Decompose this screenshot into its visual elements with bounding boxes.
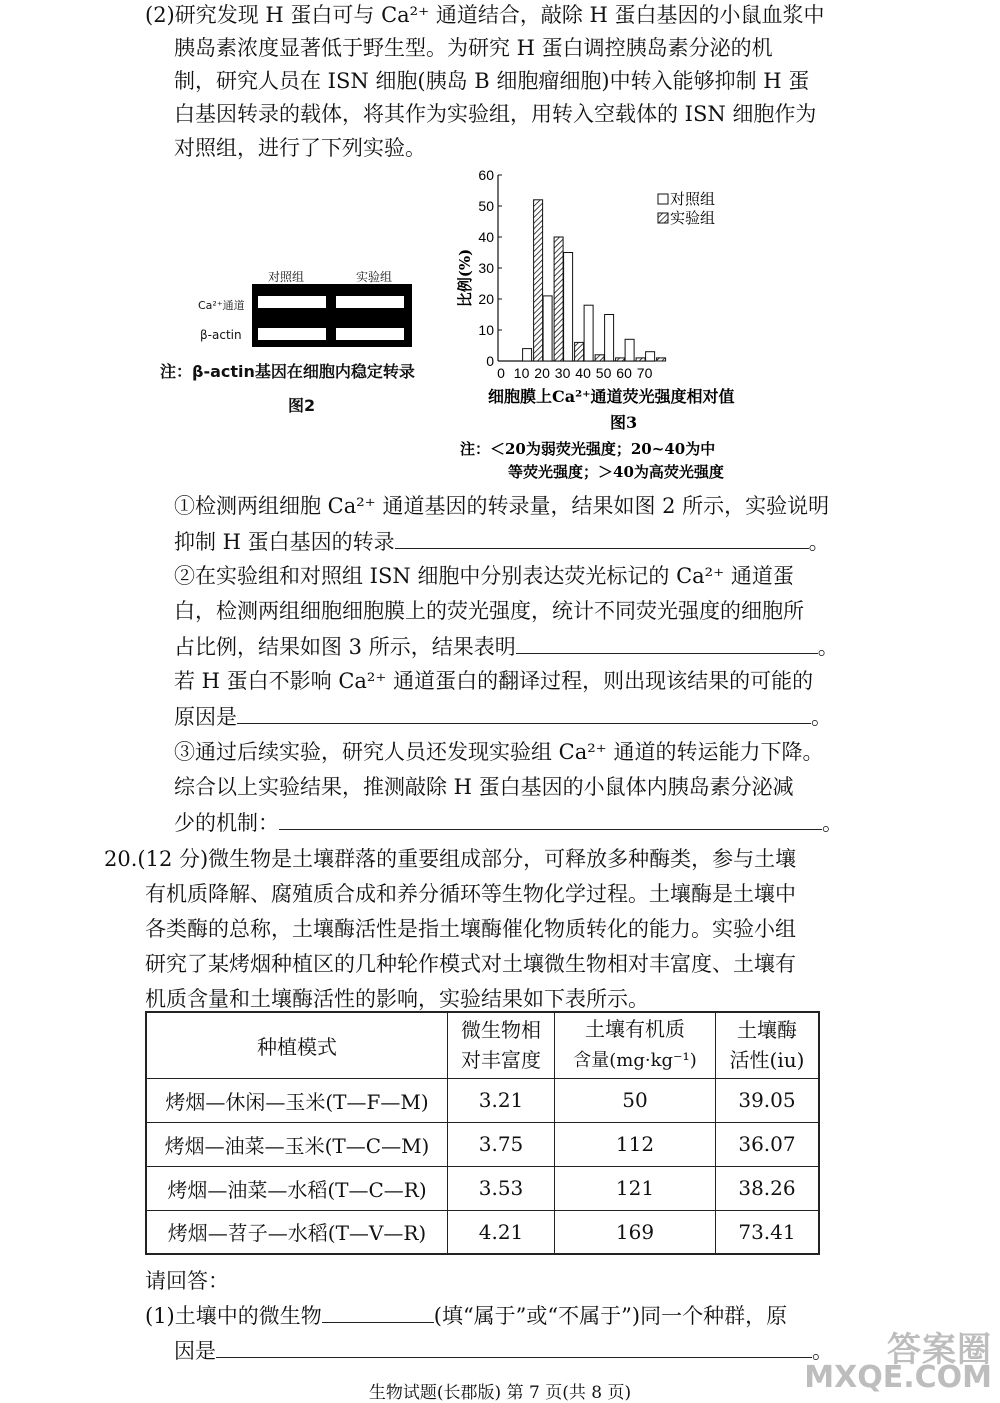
s2-line-c: 占比例，结果如图 3 所示，结果表明 。 [174,631,839,662]
cell-organic: 121 [555,1166,716,1210]
cell-mode: 烤烟—休闲—玉米(T—F—M) [146,1078,448,1122]
watermark-url: MXQE.COM [804,1360,992,1395]
cell-organic: 169 [555,1210,716,1254]
cell-enzyme: 38.26 [716,1166,820,1210]
cell-richness: 3.75 [448,1122,555,1166]
bar-control [523,349,532,361]
cell-enzyme: 39.05 [716,1078,820,1122]
chart-note-line: 等荧光强度；＞40为高荧光强度 [508,463,724,481]
fig2-title: 图2 [288,396,316,415]
y-tick-label: 30 [478,260,494,276]
legend-swatch-control [658,194,668,204]
answer-blank-4[interactable] [279,807,822,830]
cell-enzyme: 73.41 [716,1210,820,1254]
table-row [146,1122,819,1166]
s2-text: 占比例，结果如图 3 所示，结果表明 [174,635,516,659]
band-experimental-ca [336,296,404,308]
s3-line-a: ③通过后续实验，研究人员还发现实验组 Ca²⁺ 通道的转运能力下降。 [174,740,824,764]
gel-image [252,284,412,347]
cell-organic: 112 [555,1122,716,1166]
page-footer: 生物试题(长郡版) 第 7 页(共 8 页) [368,1383,632,1403]
chart-note-line: 注：＜20为弱荧光强度；20~40为中 [460,440,716,458]
y-tick-label: 50 [478,198,494,214]
q2-line-3: 制，研究人员在 ISN 细胞(胰岛 B 细胞瘤细胞)中转入能够抑制 H 蛋 [174,69,810,93]
s3-text: 少的机制： [174,811,279,835]
fig2-row-label-beta-actin: β-actin [200,328,242,342]
bar-control [564,253,573,362]
s1-text: 抑制 H 蛋白基因的转录 [174,530,395,554]
watermark-logo: 答案圈 [887,1330,992,1370]
cell-mode: 烤烟—油菜—玉米(T—C—M) [146,1122,448,1166]
q20-line-1: 20.(12 分)微生物是土壤群落的重要组成部分，可释放多种酶类，参与土壤 [104,847,797,871]
x-tick-label: 30 [554,365,571,381]
legend-label-experimental: 实验组 [670,209,716,227]
q2-line-5: 对照组，进行了下列实验。 [174,136,426,160]
please-answer: 请回答： [145,1269,229,1293]
cell-mode: 烤烟—苕子—水稻(T—V—R) [146,1210,448,1254]
s3-line-b: 综合以上实验结果，推测敲除 H 蛋白基因的小鼠体内胰岛素分泌减 [174,775,794,799]
a1-line-a: (1)土壤中的微生物 (填“属于”或“不属于”)同一个种群，原 [145,1300,787,1331]
s2-line-b: 白，检测两组细胞细胞膜上的荧光强度，统计不同荧光强度的细胞所 [174,599,804,623]
band-control-actin [258,328,326,340]
legend-label-control: 对照组 [670,190,716,208]
bar-control [625,339,634,361]
y-tick-label: 0 [486,353,494,369]
x-tick-label: 50 [595,365,612,381]
s1-line-b [174,526,830,557]
header-richness: 微生物相 对丰富度 [448,1012,555,1078]
answer-blank-6[interactable] [216,1335,812,1358]
bar-experimental [636,358,645,361]
results-table [145,1011,820,1255]
q20-line-3: 各类酶的总称，土壤酶活性是指土壤酶催化物质转化的能力。实验小组 [145,917,796,941]
band-experimental-actin [336,328,404,340]
y-tick-label: 60 [478,167,494,183]
answer-blank-1[interactable] [395,526,809,549]
bar-control [605,315,614,362]
x-tick-label: 70 [636,365,653,381]
q2-line-4: 白基因转录的载体，将其作为实验组，用转入空载体的 ISN 细胞作为 [174,102,817,126]
table-header-row [146,1012,819,1078]
y-tick-label: 10 [478,322,494,338]
cell-richness: 3.21 [448,1078,555,1122]
cell-richness: 4.21 [448,1210,555,1254]
fig2-col-label-experimental: 实验组 [356,270,393,284]
header-mode: 种植模式 [146,1012,448,1078]
fig2-row-label-ca-channel: Ca²⁺通道 [198,299,245,312]
figure-3-chart [450,165,780,485]
s2-line-e: 原因是 。 [174,701,832,732]
table-row [146,1166,819,1210]
table-row [146,1078,819,1122]
x-tick-label: 60 [616,365,632,381]
q20-line-2: 有机质降解、腐殖质合成和养分循环等生物化学过程。土壤酶是土壤中 [145,882,796,906]
period: 。 [808,530,830,554]
bar-experimental [616,358,625,361]
x-tick-label: 40 [575,365,591,381]
x-tick-label: 0 [497,365,505,381]
s2-line-d: 若 H 蛋白不影响 Ca²⁺ 通道蛋白的翻译过程，则出现该结果的可能的 [174,669,814,693]
a1-line-b: 因是 。 [174,1335,833,1366]
answer-blank-5[interactable] [322,1300,434,1323]
answer-blank-3[interactable] [237,701,811,724]
bar-experimental [575,342,584,361]
cell-organic: 50 [555,1078,716,1122]
q20-line-4: 研究了某烤烟种植区的几种轮作模式对土壤微生物相对丰富度、土壤有 [145,952,796,976]
q2-line-1: (2)研究发现 H 蛋白可与 Ca²⁺ 通道结合，敲除 H 蛋白基因的小鼠血浆中 [145,3,825,27]
x-tick-label: 10 [513,365,530,381]
bar-experimental [657,358,666,361]
y-tick-label: 20 [478,291,494,307]
bar-experimental [554,237,563,361]
header-enzyme: 土壤酶 活性(iu) [716,1012,820,1078]
legend-swatch-experimental [658,213,668,223]
cell-mode: 烤烟—油菜—水稻(T—C—R) [146,1166,448,1210]
table-row [146,1210,819,1254]
x-tick-label: 20 [534,365,550,381]
header-organic: 土壤有机质 含量(mg·kg⁻¹) [555,1012,716,1078]
s3-line-c: 少的机制： 。 [174,807,843,838]
cell-enzyme: 36.07 [716,1122,820,1166]
answer-blank-2[interactable] [516,631,818,654]
chart-title: 图3 [610,413,638,432]
bar-control [543,296,552,361]
s2-reason-text: 原因是 [174,705,237,729]
bar-control [646,352,655,361]
s2-line-a: ②在实验组和对照组 ISN 细胞中分别表达荧光标记的 Ca²⁺ 通道蛋 [174,564,794,588]
q20-line-5: 机质含量和土壤酶活性的影响，实验结果如下表所示。 [145,987,649,1011]
bar-experimental [595,355,604,361]
q2-line-2: 胰岛素浓度显著低于野生型。为研究 H 蛋白调控胰岛素分泌的机 [174,36,773,60]
y-axis-label: 比例(%) [456,248,474,308]
fig2-note: 注：β-actin基因在细胞内稳定转录 [160,362,415,381]
x-axis-label: 细胞膜上Ca²⁺通道荧光强度相对值 [488,387,735,406]
bar-control [584,305,593,361]
s1-line-a: ①检测两组细胞 Ca²⁺ 通道基因的转录量，结果如图 2 所示，实验说明 [174,494,830,518]
band-control-ca [258,296,326,308]
fig2-col-label-control: 对照组 [268,270,305,284]
y-tick-label: 40 [478,229,494,245]
bar-experimental [534,200,543,361]
cell-richness: 3.53 [448,1166,555,1210]
